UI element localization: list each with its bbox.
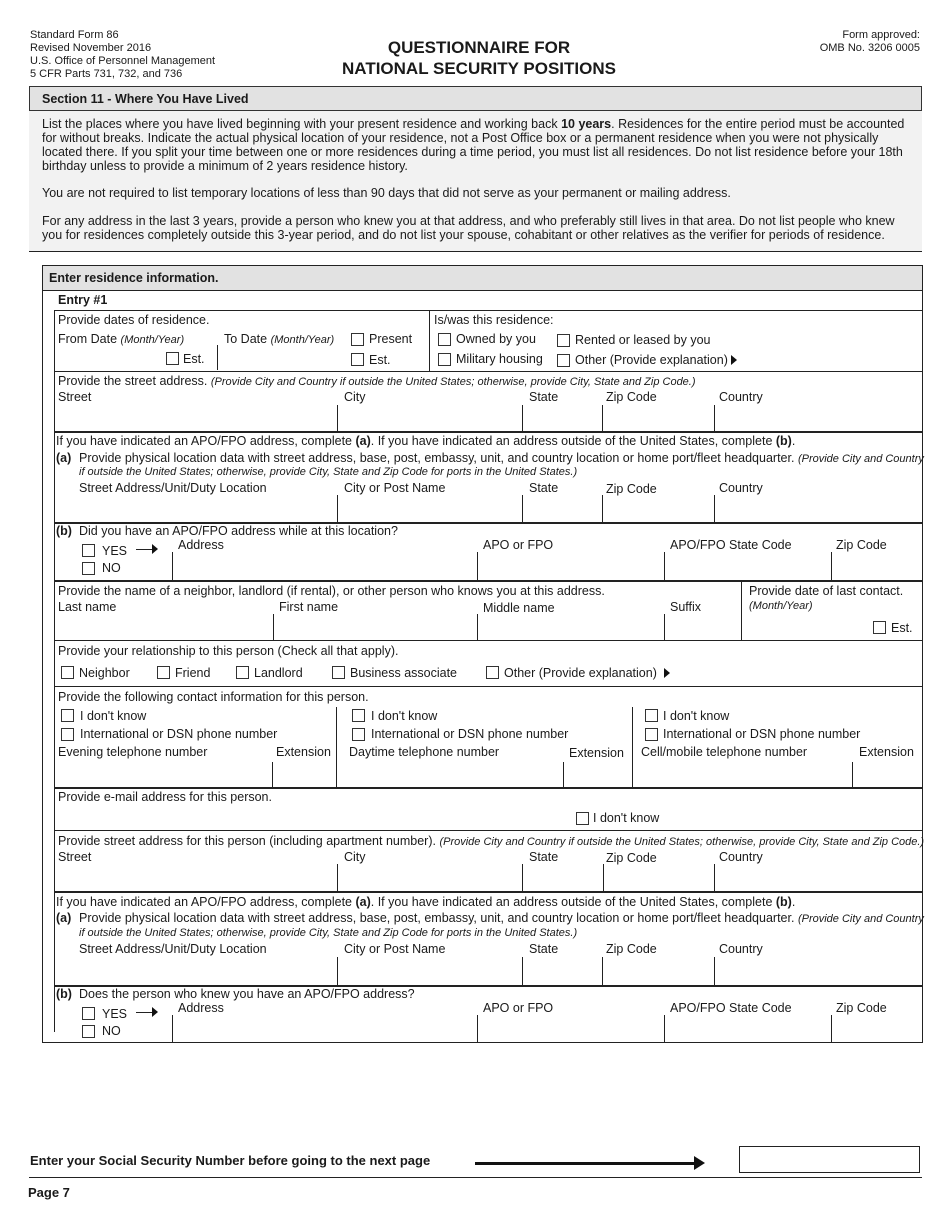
email-input[interactable] [58, 806, 558, 828]
dates-prompt: Provide dates of residence. [58, 313, 210, 327]
contact-prompt: Provide the following contact information for this person. [58, 690, 369, 704]
business-associate-checkbox[interactable] [332, 666, 345, 679]
person-street-label: Street [58, 850, 92, 864]
person-apo-no-checkbox[interactable] [82, 1025, 95, 1038]
instruction-para-2: You are not required to list temporary locations of less than 90 days that did not serve as your permanent or mailing address. [42, 186, 731, 200]
landlord-label: Landlord [254, 666, 303, 680]
person-country-input[interactable] [719, 865, 917, 890]
from-date-label: From Date (Month/Year) [58, 332, 185, 346]
middle-name-label: Middle name [483, 601, 555, 615]
person-city-input[interactable] [342, 865, 517, 890]
apo-state-code-input[interactable] [669, 553, 826, 578]
person-apo-b-label: (b) [56, 987, 72, 1001]
arrow-right-icon [152, 544, 158, 554]
present-label: Present [369, 332, 413, 346]
from-est-label: Est. [183, 352, 205, 366]
owned-checkbox[interactable] [438, 333, 451, 346]
other-relationship-label: Other (Provide explanation) [504, 666, 657, 680]
cell-extension-input[interactable] [857, 763, 917, 786]
friend-checkbox[interactable] [157, 666, 170, 679]
daytime-extension-input[interactable] [568, 763, 627, 786]
apo-a-city-label: City or Post Name [344, 481, 446, 495]
residence-type-prompt: Is/was this residence: [434, 313, 554, 327]
person-apo-a-state-input[interactable] [527, 958, 597, 983]
form-cfr: 5 CFR Parts 731, 732, and 736 [30, 68, 183, 80]
rented-checkbox[interactable] [557, 334, 570, 347]
person-state-input[interactable] [527, 865, 598, 890]
apo-yes-label: YES [102, 544, 128, 558]
city-input[interactable] [342, 406, 517, 430]
evening-phone-label: Evening telephone number [58, 745, 208, 759]
apo-no-label: NO [102, 561, 121, 575]
person-state-label: State [529, 850, 559, 864]
section-title: Section 11 - Where You Have Lived [42, 92, 249, 106]
person-apo-a-country-label: Country [719, 942, 763, 956]
apo-address-label: Address [178, 538, 224, 552]
person-country-label: Country [719, 850, 763, 864]
person-zip-input[interactable] [608, 865, 709, 890]
person-city-label: City [344, 850, 366, 864]
ssn-input[interactable] [739, 1146, 920, 1173]
other-residence-checkbox[interactable] [557, 354, 570, 367]
person-apo-address-label: Address [178, 1001, 224, 1015]
email-dont-know-label: I don't know [593, 811, 660, 825]
apo-a-street-label: Street Address/Unit/Duty Location [79, 481, 267, 495]
arrow-right-icon [694, 1156, 705, 1170]
suffix-input[interactable] [669, 615, 736, 639]
person-street-input[interactable] [58, 865, 332, 890]
apo-zip-label: Zip Code [836, 538, 887, 552]
email-dont-know-checkbox[interactable] [576, 812, 589, 825]
form-title-line2: NATIONAL SECURITY POSITIONS [342, 59, 616, 78]
person-apo-a-city-input[interactable] [342, 958, 517, 983]
person-prompt: Provide the name of a neighbor, landlord (if rental), or other person who knows you at this address. [58, 584, 605, 598]
instruction-para-1: List the places where you have lived beginning with your present residence and working back 10 years. Residences for the entire period must be accounted for without breaks. Indicate the actual physical location of your residence, not a Post Office box or a permanent residence when you were not physically located there. If you split your time between one or more residences during a time period, you must list all residences. Do not list residence before your 18th birthday unless to provide a minimum of 2 years residence history. [42, 117, 905, 173]
to-date-label: To Date (Month/Year) [224, 332, 335, 346]
rented-label: Rented or leased by you [575, 333, 711, 347]
first-name-input[interactable] [278, 615, 472, 639]
person-street-prompt: Provide street address for this person (including apartment number). (Provide City and Country if outside the United States; otherwise, provide City, State and Zip Code.) [58, 834, 925, 848]
person-apo-yes-checkbox[interactable] [82, 1007, 95, 1020]
street-label: Street [58, 390, 92, 404]
person-apo-intro: If you have indicated an APO/FPO address, complete (a). If you have indicated an address outside of the United States, complete (b). [56, 895, 796, 909]
person-zip-label: Zip Code [606, 851, 657, 865]
relationship-prompt: Provide your relationship to this person (Check all that apply). [58, 644, 399, 658]
apo-a-state-label: State [529, 481, 559, 495]
country-label: Country [719, 390, 763, 404]
form-title [0, 37, 950, 79]
person-apo-state-code-input[interactable] [669, 1016, 826, 1040]
evening-phone-input[interactable] [58, 763, 267, 786]
cell-dont-know-checkbox[interactable] [645, 709, 658, 722]
daytime-intl-label: International or DSN phone number [371, 727, 569, 741]
suffix-label: Suffix [670, 600, 702, 614]
military-housing-checkbox[interactable] [438, 353, 451, 366]
person-apo-fpo-input[interactable] [482, 1016, 659, 1040]
last-contact-hint: (Month/Year) [749, 600, 813, 612]
person-apo-address-input[interactable] [177, 1016, 472, 1040]
present-checkbox[interactable] [351, 333, 364, 346]
apo-zip-input[interactable] [836, 553, 918, 578]
person-apo-a-state-label: State [529, 942, 559, 956]
daytime-phone-label: Daytime telephone number [349, 745, 500, 759]
person-apo-fpo-label: APO or FPO [483, 1001, 554, 1015]
street-input[interactable] [58, 406, 332, 430]
person-apo-a-street-label: Street Address/Unit/Duty Location [79, 942, 267, 956]
daytime-dont-know-checkbox[interactable] [352, 709, 365, 722]
evening-dont-know-checkbox[interactable] [61, 709, 74, 722]
evening-extension-label: Extension [276, 745, 331, 759]
to-est-label: Est. [369, 353, 391, 367]
apo-a-zip-label: Zip Code [606, 482, 657, 496]
apo-a-country-label: Country [719, 481, 763, 495]
apo-address-input[interactable] [177, 553, 472, 578]
apo-yes-checkbox[interactable] [82, 544, 95, 557]
arrow-right-icon [731, 355, 737, 365]
landlord-checkbox[interactable] [236, 666, 249, 679]
apo-no-checkbox[interactable] [82, 562, 95, 575]
enter-residence-header: Enter residence information. [49, 271, 219, 285]
cell-intl-label: International or DSN phone number [663, 727, 861, 741]
form-title-line1: QUESTIONNAIRE FOR [387, 38, 571, 57]
arrow-right-icon [152, 1007, 158, 1017]
cell-dont-know-label: I don't know [663, 709, 730, 723]
person-apo-a-hint: if outside the United States; otherwise, provide City, State and Zip Code for ports in the United States.) [79, 927, 578, 939]
approval-line1: Form approved: [842, 29, 920, 41]
apo-b-label: (b) [56, 524, 72, 538]
form-number: Standard Form 86 [30, 29, 119, 41]
other-residence-label: Other (Provide explanation) [575, 353, 728, 367]
apo-a-street-input[interactable] [79, 496, 332, 520]
ssn-prompt: Enter your Social Security Number before going to the next page [30, 1153, 431, 1168]
from-date-est-checkbox[interactable] [166, 352, 179, 365]
person-apo-yes-label: YES [102, 1007, 128, 1021]
cell-intl-checkbox[interactable] [645, 728, 658, 741]
apo-a-city-input[interactable] [342, 496, 517, 520]
person-apo-zip-input[interactable] [836, 1016, 918, 1040]
person-apo-a-country-input[interactable] [719, 958, 917, 983]
evening-intl-checkbox[interactable] [61, 728, 74, 741]
person-apo-a-street-input[interactable] [79, 958, 332, 983]
zip-label: Zip Code [606, 390, 657, 404]
apo-a-label: (a) [56, 451, 72, 465]
email-prompt: Provide e-mail address for this person. [58, 790, 272, 804]
state-label: State [529, 390, 559, 404]
daytime-intl-checkbox[interactable] [352, 728, 365, 741]
apo-a-zip-input[interactable] [607, 496, 709, 520]
person-apo-a-city-label: City or Post Name [344, 942, 446, 956]
state-input[interactable] [527, 406, 597, 430]
entry-label: Entry #1 [58, 293, 108, 307]
last-contact-input[interactable] [747, 615, 867, 639]
from-date-input[interactable] [58, 345, 158, 369]
person-apo-b-question: Does the person who knew you have an APO/FPO address? [79, 987, 415, 1001]
form-agency: U.S. Office of Personnel Management [30, 55, 216, 67]
middle-name-input[interactable] [482, 615, 659, 639]
last-contact-label: Provide date of last contact. [749, 584, 904, 598]
last-contact-est-label: Est. [891, 621, 913, 635]
ssn-arrow-line [475, 1162, 695, 1165]
apo-a-country-input[interactable] [719, 496, 917, 520]
cell-phone-input[interactable] [637, 763, 847, 786]
person-apo-zip-label: Zip Code [836, 1001, 887, 1015]
person-apo-a-zip-label: Zip Code [606, 942, 657, 956]
military-label: Military housing [456, 352, 543, 366]
neighbor-label: Neighbor [79, 666, 130, 680]
other-relationship-checkbox[interactable] [486, 666, 499, 679]
person-apo-no-label: NO [102, 1024, 121, 1038]
business-associate-label: Business associate [350, 666, 458, 680]
evening-dont-know-label: I don't know [80, 709, 147, 723]
evening-intl-label: International or DSN phone number [80, 727, 278, 741]
evening-extension-input[interactable] [277, 763, 331, 786]
last-name-label: Last name [58, 600, 117, 614]
person-apo-a-zip-input[interactable] [607, 958, 709, 983]
page-number: Page 7 [28, 1185, 70, 1200]
city-label: City [344, 390, 366, 404]
zip-input[interactable] [607, 406, 709, 430]
country-input[interactable] [719, 406, 917, 430]
apo-a-state-input[interactable] [527, 496, 597, 520]
apo-a-hint: if outside the United States; otherwise, provide City, State and Zip Code for ports in the United States.) [79, 466, 578, 478]
cell-phone-label: Cell/mobile telephone number [641, 745, 808, 759]
street-prompt: Provide the street address. (Provide City and Country if outside the United States; otherwise, provide City, State and Zip Code.) [58, 374, 696, 388]
daytime-extension-label: Extension [569, 746, 624, 760]
neighbor-checkbox[interactable] [61, 666, 74, 679]
daytime-phone-input[interactable] [341, 763, 558, 786]
person-apo-a-label: (a) [56, 911, 72, 925]
apo-a-text: Provide physical location data with street address, base, post, embassy, unit, and country location or home port/fleet headquarter. (Provide City and Country [79, 451, 924, 465]
apo-intro: If you have indicated an APO/FPO address, complete (a). If you have indicated an address outside of the United States, complete (b). [56, 434, 796, 448]
instruction-para-3: For any address in the last 3 years, provide a person who knew you at that address, and who preferably still lives in that area. Do not list people who knew you for residences completely outside this 3-year period, and do not list your spouse, cohabitant or other relatives as the verifier for periods of residence. [42, 214, 895, 242]
first-name-label: First name [279, 600, 339, 614]
omb-number: OMB No. 3206 0005 [819, 42, 920, 54]
person-apo-a-text: Provide physical location data with street address, base, post, embassy, unit, and country location or home port/fleet headquarter. (Provide City and Country [79, 911, 924, 925]
apo-state-code-label: APO/FPO State Code [670, 538, 792, 552]
form-revision: Revised November 2016 [30, 42, 152, 54]
apo-b-question: Did you have an APO/FPO address while at this location? [79, 524, 398, 538]
owned-label: Owned by you [456, 332, 536, 346]
arrow-right-icon [664, 668, 670, 678]
cell-extension-label: Extension [859, 745, 914, 759]
last-name-input[interactable] [58, 615, 268, 639]
apo-fpo-label: APO or FPO [483, 538, 554, 552]
to-date-input[interactable] [222, 345, 342, 369]
last-contact-est-checkbox[interactable] [873, 621, 886, 634]
friend-label: Friend [175, 666, 211, 680]
apo-fpo-input[interactable] [482, 553, 659, 578]
person-apo-state-code-label: APO/FPO State Code [670, 1001, 792, 1015]
to-date-est-checkbox[interactable] [351, 353, 364, 366]
daytime-dont-know-label: I don't know [371, 709, 438, 723]
